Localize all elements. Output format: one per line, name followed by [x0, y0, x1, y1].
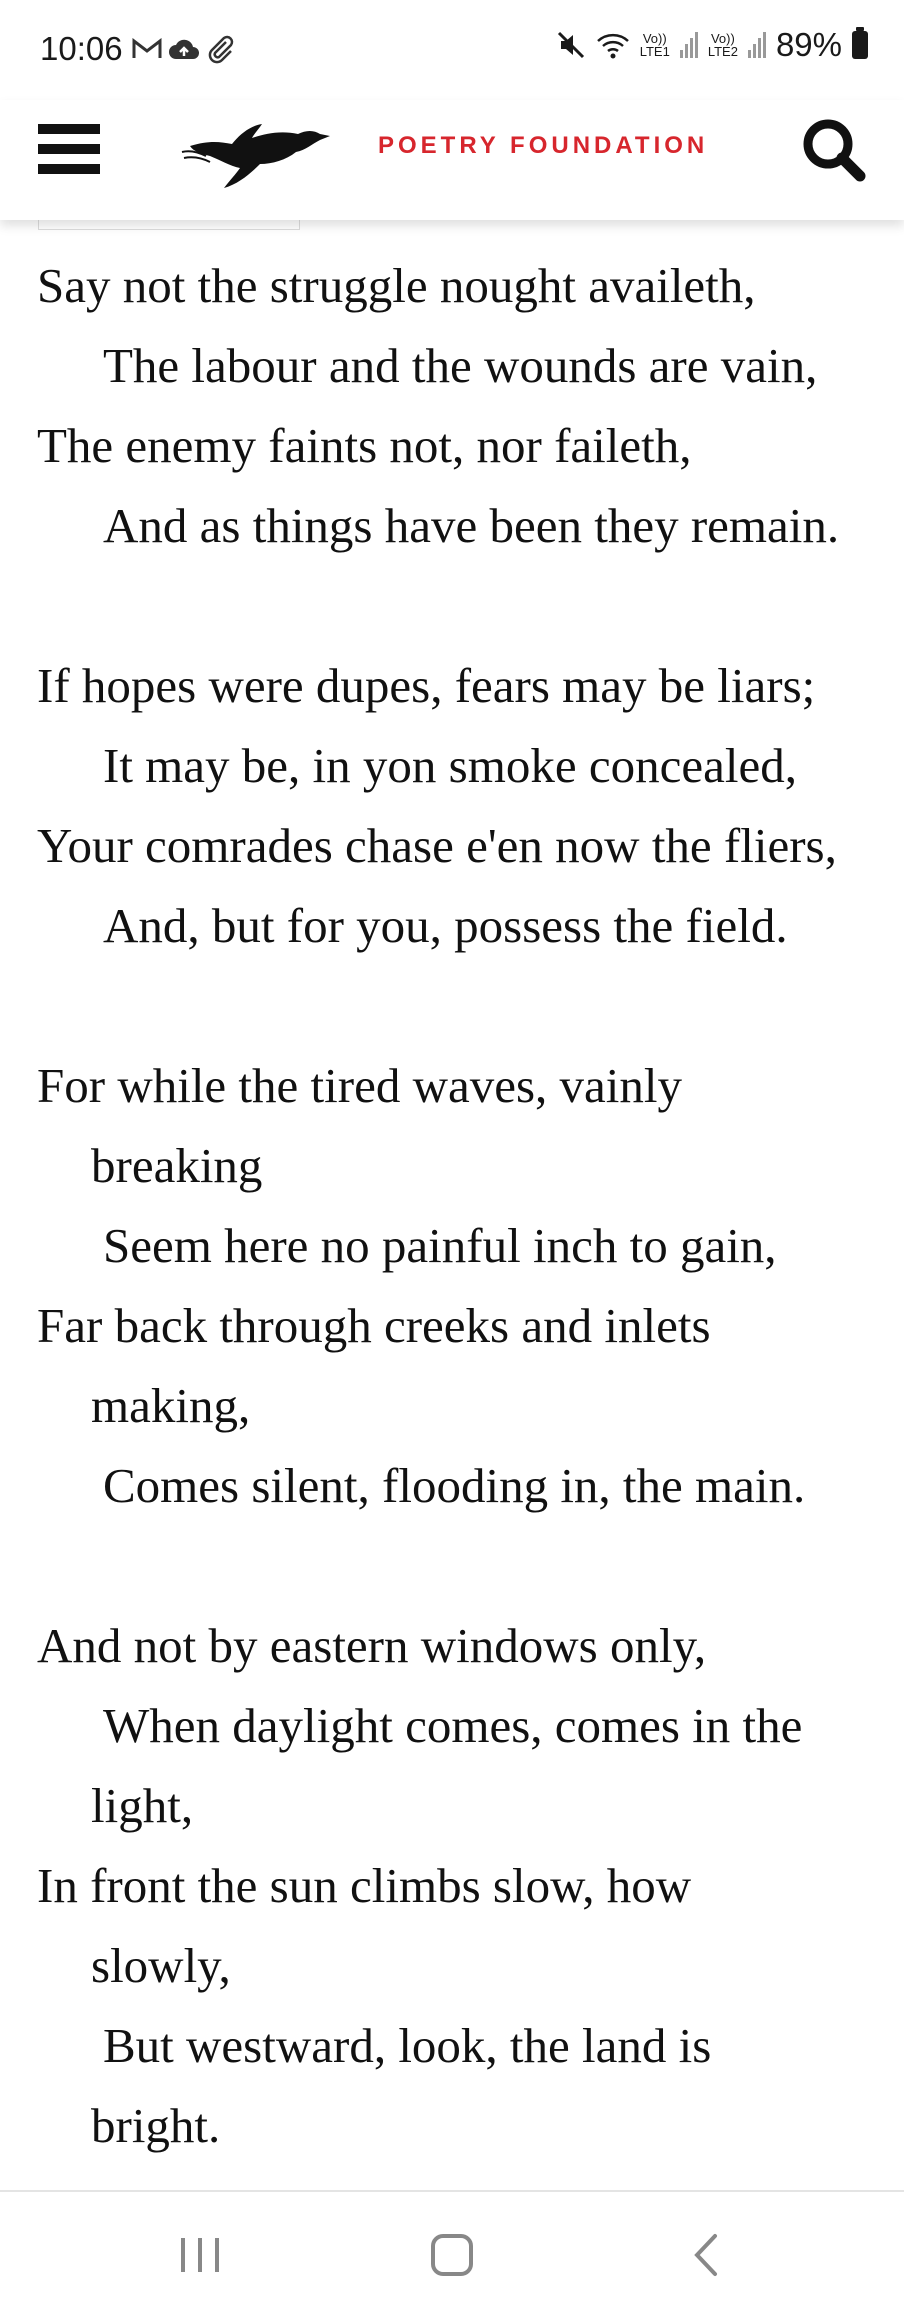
poem-line: For while the tired waves, vainly [37, 1058, 683, 1113]
lte1-volte-label: Vo)) [642, 31, 667, 46]
search-icon[interactable] [798, 114, 868, 184]
poem-line: bright. [91, 2098, 221, 2153]
notification-icons [132, 34, 236, 64]
poem-line: Say not the struggle nought availeth, [37, 258, 756, 313]
stanza-break [37, 1526, 877, 1606]
lte2-signal-icon [708, 32, 738, 58]
status-bar [0, 0, 904, 100]
lte1-signal-icon [640, 32, 670, 58]
pegasus-logo-icon[interactable] [180, 100, 340, 200]
stanza-break [37, 566, 877, 646]
poem-line: Your comrades chase e'en now the fliers, [37, 818, 837, 873]
poem-line: And, but for you, possess the field. [103, 898, 788, 953]
battery-icon [852, 31, 868, 59]
poem-body [37, 246, 877, 2166]
battery-percent: 89% [775, 26, 842, 63]
poem-line: And not by eastern windows only, [37, 1618, 707, 1673]
stanza-break [37, 966, 877, 1046]
poem-line: It may be, in yon smoke concealed, [103, 738, 797, 793]
status-time: 10:06 [40, 30, 123, 67]
lte2-label: LTE2 [707, 44, 738, 59]
lte1-label: LTE1 [639, 44, 670, 59]
poem-line: Seem here no painful inch to gain, [103, 1218, 777, 1273]
app-header [0, 100, 904, 220]
signal-bars-2-icon [748, 32, 766, 58]
signal-bars-1-icon [680, 32, 698, 58]
poem-line: light, [91, 1778, 194, 1833]
cloud-upload-icon [168, 37, 200, 61]
lte2-volte-label: Vo)) [710, 31, 735, 46]
hamburger-menu-icon[interactable] [38, 124, 100, 174]
paperclip-icon [206, 34, 236, 64]
recent-apps-icon[interactable] [100, 2192, 300, 2316]
poem-line: The enemy faints not, nor faileth, [37, 418, 692, 473]
gmail-icon [132, 38, 162, 60]
poem-line: When daylight comes, comes in the [103, 1698, 803, 1753]
poem-line: slowly, [91, 1938, 231, 1993]
brand-name[interactable]: POETRY FOUNDATION [378, 132, 709, 159]
poem-line: Far back through creeks and inlets [37, 1298, 711, 1353]
system-nav-bar [0, 2190, 904, 2316]
back-icon[interactable] [606, 2192, 806, 2316]
poem-line: breaking [91, 1138, 263, 1193]
poem-line: If hopes were dupes, fears may be liars; [37, 658, 816, 713]
poem-line: Comes silent, flooding in, the main. [103, 1458, 806, 1513]
mute-icon [556, 30, 586, 60]
poem-line: And as things have been they remain. [103, 498, 840, 553]
poem-line: making, [91, 1378, 251, 1433]
poem-line: In front the sun climbs slow, how [37, 1858, 692, 1913]
home-icon[interactable] [352, 2192, 552, 2316]
wifi-icon [596, 31, 630, 59]
poem-line: The labour and the wounds are vain, [103, 338, 818, 393]
system-icons [556, 26, 868, 64]
poem-line: But westward, look, the land is [103, 2018, 712, 2073]
